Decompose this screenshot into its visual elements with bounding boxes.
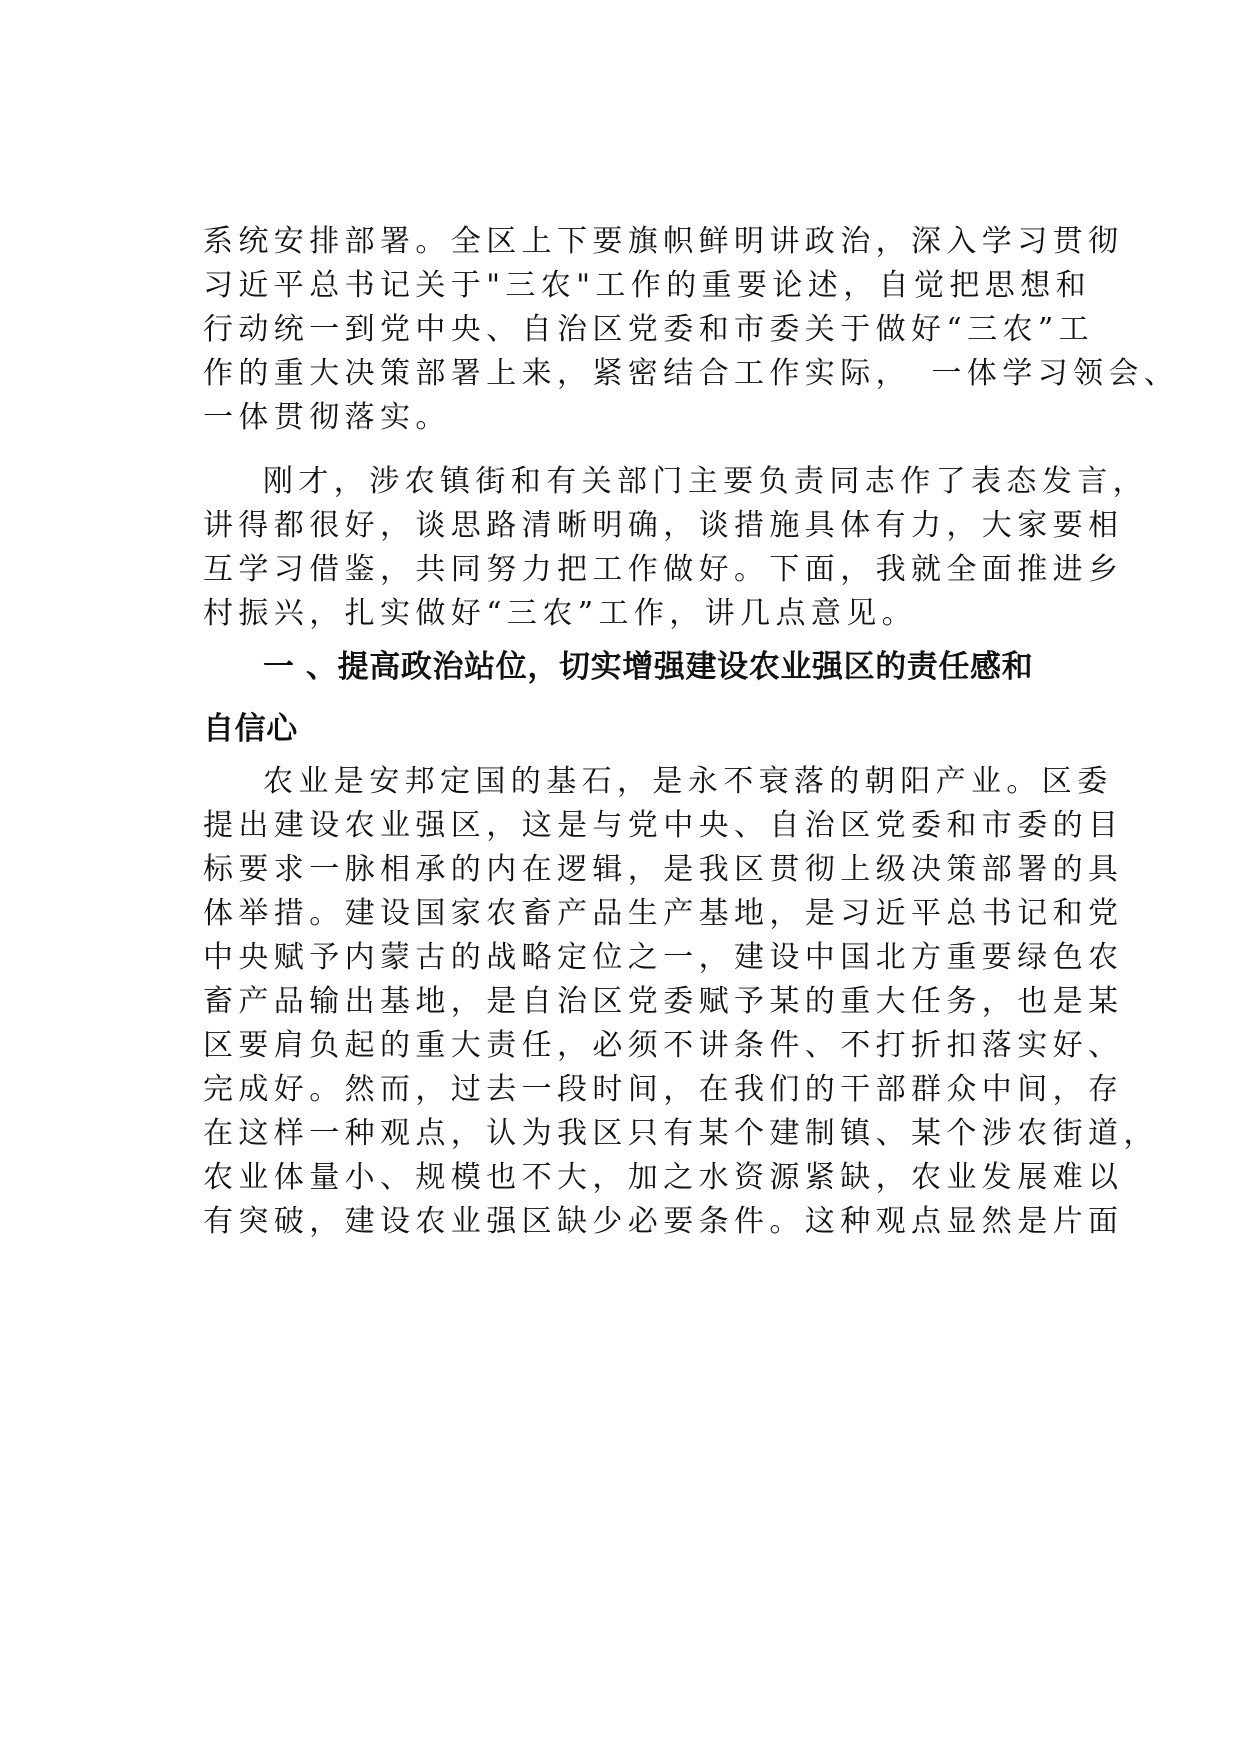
paragraph-agriculture: [203, 760, 1159, 1244]
text-line: 区要肩负起的重大责任，必须不讲条件、不打折扣落实好、: [203, 1028, 1124, 1063]
paragraph-deployment: [203, 220, 1180, 440]
heading-line: 一 、提高政治站位，切实增强建设农业强区的责任感和: [263, 649, 1034, 685]
text-line: 标要求一脉相承的内在逻辑，是我区贯彻上级决策部署的具: [203, 852, 1124, 887]
text-line: 在这样一种观点，认为我区只有某个建制镇、某个涉农街道，: [203, 1116, 1159, 1151]
text-line: 有突破，建设农业强区缺少必要条件。这种观点显然是片面: [203, 1204, 1124, 1239]
text-line: 行动统一到党中央、自治区党委和市委关于做好“三农”工: [203, 312, 1095, 347]
text-line: 体举措。建设国家农畜产品生产基地，是习近平总书记和党: [203, 896, 1124, 931]
text-line: 村振兴，扎实做好“三农”工作，讲几点意见。: [203, 596, 918, 631]
text-line: 提出建设农业强区，这是与党中央、自治区党委和市委的目: [203, 808, 1124, 843]
text-line: 农业体量小、规模也不大，加之水资源紧缺，农业发展难以: [203, 1160, 1124, 1195]
section-heading-1: [203, 636, 1083, 760]
text-line: 互学习借鉴，共同努力把工作做好。下面，我就全面推进乡: [203, 552, 1124, 587]
text-line: 畜产品输出基地，是自治区党委赋予某的重大任务，也是某: [203, 984, 1124, 1019]
text-line: 作的重大决策部署上来，紧密结合工作实际， 一体学习领会、: [203, 356, 1180, 391]
text-line: 刚才，涉农镇街和有关部门主要负责同志作了表态发言，: [263, 464, 1148, 499]
paragraph-statements: [203, 460, 1148, 636]
text-line: 一体贯彻落实。: [203, 400, 451, 435]
heading-line: 自信心: [203, 711, 298, 747]
document-body: [203, 220, 1180, 1244]
text-line: 讲得都很好，谈思路清晰明确，谈措施具体有力，大家要相: [203, 508, 1124, 543]
text-line: 习近平总书记关于"三农"工作的重要论述，自觉把思想和: [203, 268, 1091, 303]
text-line: 完成好。然而，过去一段时间，在我们的干部群众中间，存: [203, 1072, 1124, 1107]
text-line: 系统安排部署。全区上下要旗帜鲜明讲政治，深入学习贯彻: [203, 224, 1124, 259]
text-line: 中央赋予内蒙古的战略定位之一，建设中国北方重要绿色农: [203, 940, 1124, 975]
text-line: 农业是安邦定国的基石，是永不衰落的朝阳产业。区委: [263, 764, 1113, 799]
